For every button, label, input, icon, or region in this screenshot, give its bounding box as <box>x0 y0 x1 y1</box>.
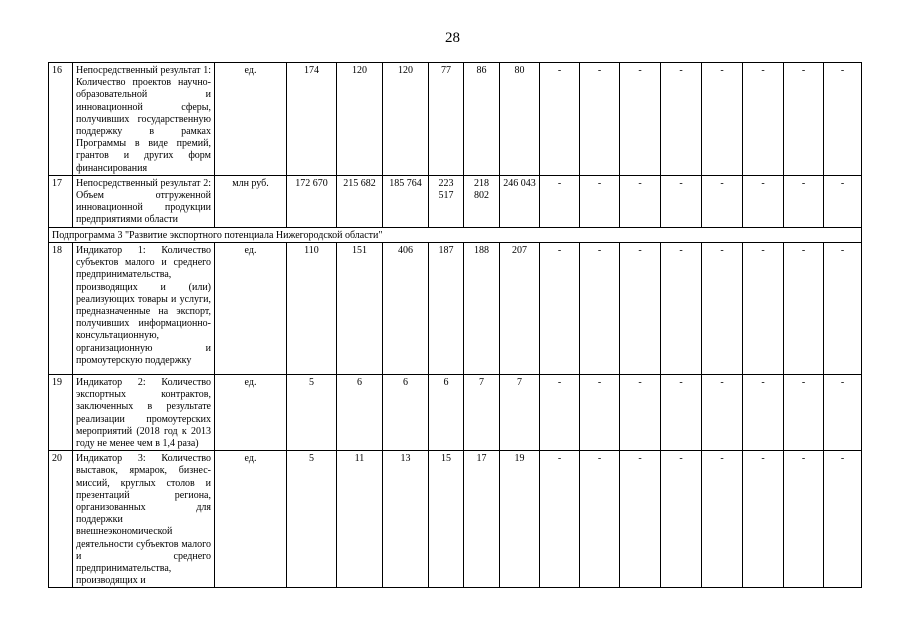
row-number: 19 <box>49 375 73 451</box>
value-cell: 86 <box>464 63 500 176</box>
value-cell: 185 764 <box>383 175 429 227</box>
value-cell: 151 <box>337 243 383 375</box>
value-cell: 11 <box>337 451 383 588</box>
dash-cell: - <box>580 175 620 227</box>
dash-cell: - <box>702 243 743 375</box>
value-cell: 7 <box>500 375 540 451</box>
value-cell: 120 <box>383 63 429 176</box>
section-title: Подпрограмма 3 "Развитие экспортного потенциала Нижегородской области" <box>49 227 862 242</box>
dash-cell: - <box>620 451 661 588</box>
dash-cell: - <box>702 63 743 176</box>
value-cell: 215 682 <box>337 175 383 227</box>
dash-cell: - <box>580 243 620 375</box>
dash-cell: - <box>743 243 784 375</box>
row-number: 17 <box>49 175 73 227</box>
dash-cell: - <box>620 243 661 375</box>
value-cell: 246 043 <box>500 175 540 227</box>
dash-cell: - <box>743 451 784 588</box>
dash-cell: - <box>580 63 620 176</box>
dash-cell: - <box>702 451 743 588</box>
indicator-name: Непосредственный результат 2: Объем отгруженной инновационной продукции предприятиями области <box>73 175 215 227</box>
dash-cell: - <box>580 375 620 451</box>
table-row <box>49 63 862 176</box>
unit-cell: ед. <box>215 243 287 375</box>
value-cell: 6 <box>383 375 429 451</box>
dash-cell: - <box>784 175 824 227</box>
indicator-name: Индикатор 2: Количество экспортных контрактов, заключенных в результате реализации промоутерских мероприятий (2018 год к 2013 году не менее чем в 1,4 раза) <box>73 375 215 451</box>
row-number: 16 <box>49 63 73 176</box>
dash-cell: - <box>824 451 862 588</box>
dash-cell: - <box>620 375 661 451</box>
value-cell: 218 802 <box>464 175 500 227</box>
table-row <box>49 451 862 588</box>
dash-cell: - <box>540 243 580 375</box>
dash-cell: - <box>824 63 862 176</box>
table-row <box>49 175 862 227</box>
value-cell: 188 <box>464 243 500 375</box>
value-cell: 6 <box>337 375 383 451</box>
value-cell: 174 <box>287 63 337 176</box>
indicator-name: Непосредственный результат 1: Количество проектов научно-образовательной и инновационной сферы, получивших государственную поддержку в рамках Программы в виде премий, грантов и других форм финансирования <box>73 63 215 176</box>
value-cell: 17 <box>464 451 500 588</box>
dash-cell: - <box>784 243 824 375</box>
table-row <box>49 243 862 375</box>
section-row <box>49 227 862 242</box>
value-cell: 80 <box>500 63 540 176</box>
value-cell: 15 <box>429 451 464 588</box>
dash-cell: - <box>824 175 862 227</box>
dash-cell: - <box>784 451 824 588</box>
dash-cell: - <box>824 375 862 451</box>
indicators-table <box>48 62 862 588</box>
dash-cell: - <box>540 175 580 227</box>
value-cell: 77 <box>429 63 464 176</box>
dash-cell: - <box>743 63 784 176</box>
dash-cell: - <box>620 63 661 176</box>
value-cell: 207 <box>500 243 540 375</box>
value-cell: 120 <box>337 63 383 176</box>
unit-cell: ед. <box>215 375 287 451</box>
unit-cell: ед. <box>215 63 287 176</box>
dash-cell: - <box>702 175 743 227</box>
unit-cell: млн руб. <box>215 175 287 227</box>
table-row <box>49 375 862 451</box>
dash-cell: - <box>743 375 784 451</box>
value-cell: 5 <box>287 375 337 451</box>
dash-cell: - <box>824 243 862 375</box>
dash-cell: - <box>743 175 784 227</box>
dash-cell: - <box>661 375 702 451</box>
value-cell: 406 <box>383 243 429 375</box>
value-cell: 7 <box>464 375 500 451</box>
dash-cell: - <box>540 63 580 176</box>
value-cell: 6 <box>429 375 464 451</box>
dash-cell: - <box>580 451 620 588</box>
dash-cell: - <box>784 63 824 176</box>
row-number: 20 <box>49 451 73 588</box>
dash-cell: - <box>702 375 743 451</box>
dash-cell: - <box>540 375 580 451</box>
value-cell: 13 <box>383 451 429 588</box>
dash-cell: - <box>661 243 702 375</box>
dash-cell: - <box>620 175 661 227</box>
value-cell: 172 670 <box>287 175 337 227</box>
dash-cell: - <box>661 63 702 176</box>
dash-cell: - <box>784 375 824 451</box>
value-cell: 5 <box>287 451 337 588</box>
value-cell: 223 517 <box>429 175 464 227</box>
row-number: 18 <box>49 243 73 375</box>
value-cell: 187 <box>429 243 464 375</box>
unit-cell: ед. <box>215 451 287 588</box>
value-cell: 19 <box>500 451 540 588</box>
dash-cell: - <box>540 451 580 588</box>
indicator-name: Индикатор 1: Количество субъектов малого и среднего предпринимательства, производящих и (или) реализующих товары и услуги, предназначенные на экспорт, получивших информационно-консультационную, организационную и промоутерскую поддержку <box>73 243 215 375</box>
page-number: 28 <box>445 30 460 46</box>
value-cell: 110 <box>287 243 337 375</box>
dash-cell: - <box>661 175 702 227</box>
dash-cell: - <box>661 451 702 588</box>
indicator-name: Индикатор 3: Количество выставок, ярмарок, бизнес-миссий, круглых столов и презентаций региона, организованных для поддержки внешнеэкономической деятельности субъектов малого и среднего предпринимательства, производящих и <box>73 451 215 588</box>
